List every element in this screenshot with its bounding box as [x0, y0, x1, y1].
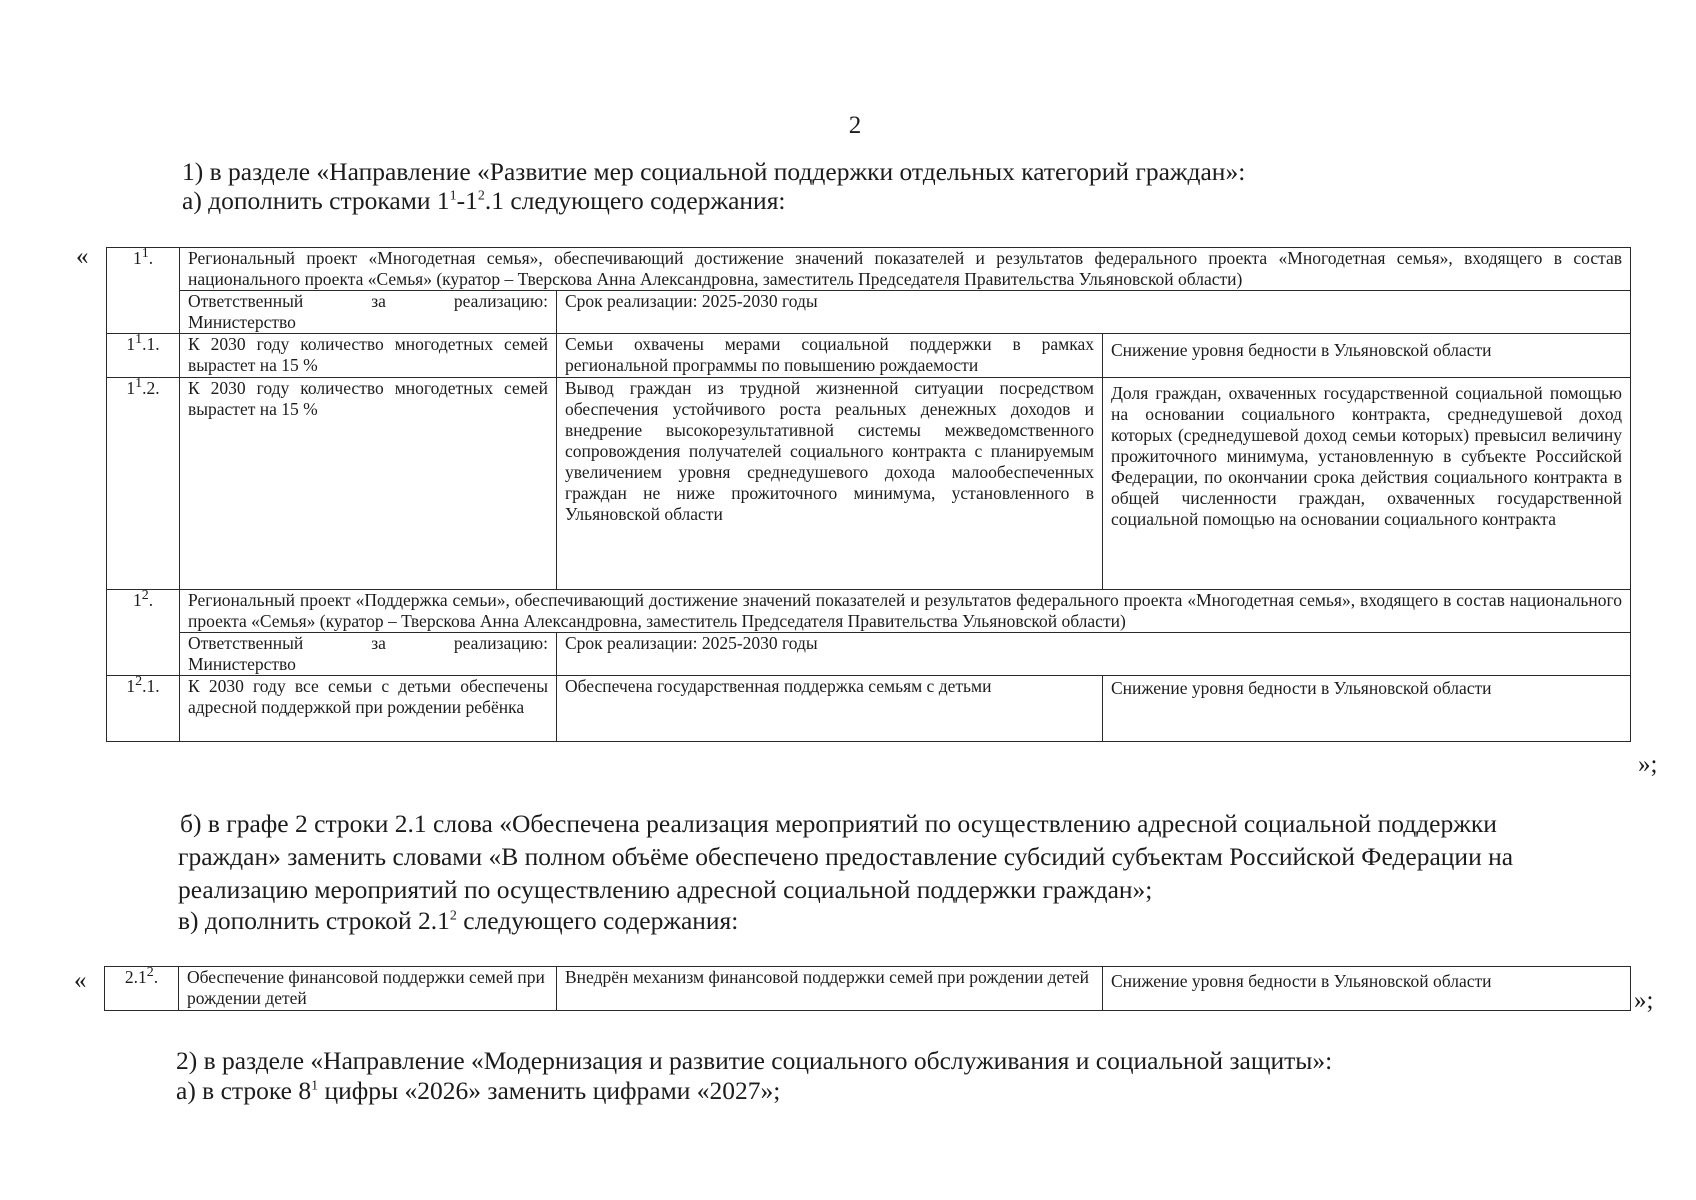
row-number: $1^2$. — [107, 590, 180, 676]
project-title: Региональный проект «Многодетная семья», обеспечивающий достижение значений показателей и результатов федерального проекта «Многодетная семья», входящего в состав национального проекта «Семья» (куратор – Тверскова Анна Александровна, заместитель Председателя Правительства Ульяновской области) — [180, 248, 1631, 291]
task-cell: К 2030 году количество многодетных семей вырастет на 15 % — [180, 378, 557, 590]
table-row-1-1 — [107, 248, 1631, 291]
table-row-1-1-2 — [107, 378, 1631, 590]
project-title: Региональный проект «Поддержка семьи», обеспечивающий достижение значений показателей и результатов федерального проекта «Многодетная семья», входящего в состав национального проекта «Семья» (куратор – Тверскова Анна Александровна, заместитель Председателя Правительства Ульяновской области) — [180, 590, 1631, 633]
effect-cell: Семьи охвачены мерами социальной поддержки в рамках региональной программы по повышению рождаемости — [557, 334, 1103, 378]
quote-open-2: « — [74, 967, 87, 994]
term-cell: Срок реализации: 2025-2030 годы — [557, 633, 1631, 676]
task-cell: К 2030 году количество многодетных семей вырастет на 15 % — [180, 334, 557, 378]
row-number: $1^2.1$. — [107, 676, 180, 742]
task-cell: К 2030 году все семьи с детьми обеспечены адресной поддержкой при рождении ребёнка — [180, 676, 557, 742]
indicator-cell: Доля граждан, охваченных государственной социальной помощью на основании социального контракта, среднедушевой доход которых (среднедушевой доход семьи которых) превысил величину прожиточного минимума, установленную в субъекте Российской Федерации, по окончании срока действия социального контракта в общей численности граждан, охваченных государственной социальной помощью на основании социального контракта — [1103, 378, 1631, 590]
quote-close-2: »; — [1634, 987, 1654, 1014]
effect-cell: Внедрён механизм финансовой поддержки семей при рождении детей — [557, 967, 1103, 1011]
table-row-1-2 — [107, 590, 1631, 633]
table-row-2-1-2 — [105, 967, 1631, 1011]
responsible-cell: Ответственный за реализацию: Министерство — [180, 633, 557, 676]
table-row-1-2-resp — [107, 633, 1631, 676]
row-number: $1^1.1$. — [107, 334, 180, 378]
effect-cell: Обеспечена государственная поддержка семьям с детьми — [557, 676, 1103, 742]
section2-heading: 2) в разделе «Направление «Модернизация и развитие социального обслуживания и социальной защиты»: — [176, 1046, 1333, 1075]
table-row-1-1-resp — [107, 291, 1631, 334]
subitem-v-paragraph: в) дополнить строкой $2.1^2$ следующего содержания: — [178, 906, 739, 935]
subitem-b-paragraph: б) в графе 2 строки 2.1 слова «Обеспечена реализация мероприятий по осуществлению адресной социальной поддержки граждан» заменить словами «В полном объёме обеспечено предоставление субсидий субъектам Российской Федерации на реализацию мероприятий по осуществлению адресной социальной поддержки граждан»; — [178, 809, 1514, 904]
indicator-cell: Снижение уровня бедности в Ульяновской области — [1103, 676, 1631, 742]
rows-table-1 — [106, 247, 1631, 742]
indicator-cell: Снижение уровня бедности в Ульяновской области — [1103, 334, 1631, 378]
section1-subitem-a: а) дополнить строками $1^1-1^2.1$ следующего содержания: — [182, 186, 786, 215]
table-row-1-2-1 — [107, 676, 1631, 742]
row-number: $2.1^2$. — [105, 967, 179, 1011]
indicator-cell: Снижение уровня бедности в Ульяновской области — [1103, 967, 1631, 1011]
quote-close-1: »; — [1638, 751, 1658, 778]
row-number: $1^1.2$. — [107, 378, 180, 590]
section1-heading: 1) в разделе «Направление «Развитие мер социальной поддержки отдельных категорий граждан»: — [182, 157, 1246, 186]
section2-subitem-a: а) в строке $8^1$ цифры «2026» заменить цифрами «2027»; — [176, 1076, 781, 1105]
quote-open-1: « — [76, 243, 89, 270]
page-number: 2 — [848, 112, 862, 139]
row-number: $1^1$. — [107, 248, 180, 334]
rows-table-2 — [104, 966, 1631, 1011]
task-cell: Обеспечение финансовой поддержки семей при рождении детей — [179, 967, 557, 1011]
term-cell: Срок реализации: 2025-2030 годы — [557, 291, 1631, 334]
table-row-1-1-1 — [107, 334, 1631, 378]
responsible-cell: Ответственный за реализацию: Министерство — [180, 291, 557, 334]
effect-cell: Вывод граждан из трудной жизненной ситуации посредством обеспечения устойчивого роста реальных денежных доходов и внедрение высокорезультативной системы межведомственного сопровождения получателей социального контракта с планируемым увеличением уровня среднедушевого дохода малообеспеченных граждан не ниже прожиточного минимума, установленного в Ульяновской области — [557, 378, 1103, 590]
